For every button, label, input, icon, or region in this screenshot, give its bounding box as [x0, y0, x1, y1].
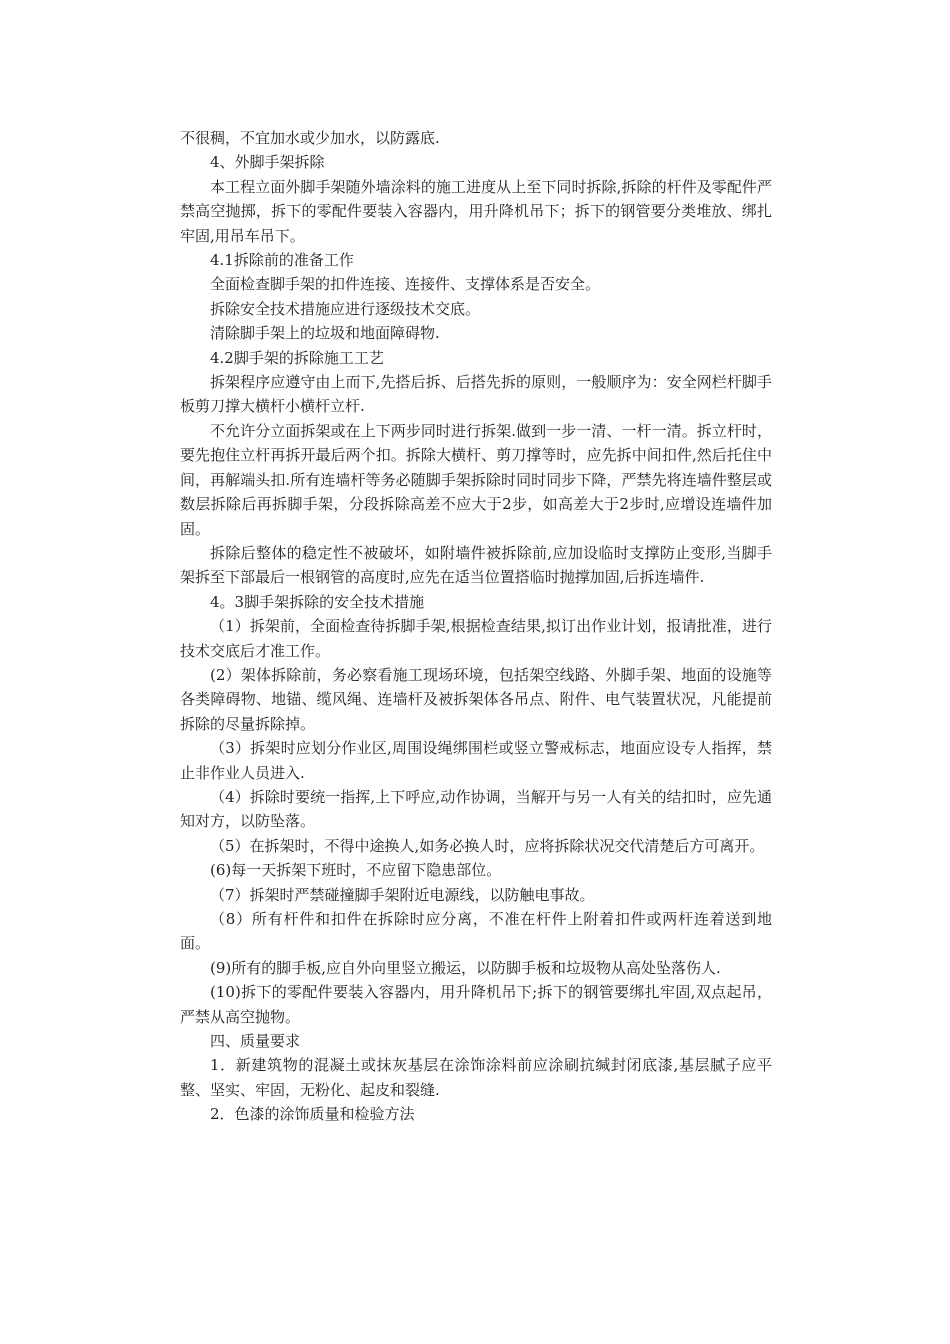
paragraph: 全面检查脚手架的扣件连接、连接件、支撑体系是否安全。: [210, 275, 601, 294]
paragraph-continuation: 不很稠，不宜加水或少加水，以防露底.: [180, 129, 440, 147]
paragraph: 拆除安全技术措施应进行逐级技术交底。: [210, 299, 481, 318]
list-item: （3）拆架时应划分作业区,周围设绳绑围栏或竖立警戒标志，地面应设专人指挥，禁止非作业人员进入.: [180, 739, 772, 782]
paragraph: 不允许分立面拆架或在上下两步同时进行拆架.做到一步一清、一杆一清。拆立杆时，要先抱住立杆再拆开最后两个扣。拆除大横杆、剪刀撑等时，应先拆中间扣件,然后托住中间，再解端头扣.所有连墙杆等务必随脚手架拆除时同时同步下降，严禁先将连墙件整层或数层拆除后再拆脚手架，分段拆除高差不应大于2步，如高差大于2步时,应增设连墙件加固。: [180, 421, 772, 538]
paragraph: 拆除后整体的稳定性不被破坏，如附墙件被拆除前,应加设临时支撑防止变形,当脚手架拆至下部最后一根钢管的高度时,应先在适当位置搭临时抛撑加固,后拆连墙件.: [180, 543, 772, 587]
section-heading-external-scaffold-removal: 4、外脚手架拆除: [210, 153, 325, 172]
list-item: （1）拆架前，全面检查待拆脚手架,根据检查结果,拟订出作业计划，报请批准，进行技术交底后才准工作。: [180, 617, 772, 660]
document-body: [180, 126, 772, 1127]
list-item: (2）架体拆除前，务必察看施工现场环境，包括架空线路、外脚手架、地面的设施等各类障碍物、地锚、缆风绳、连墙杆及被拆架体各吊点、附件、电气装置状况，凡能提前拆除的尽量拆除掉。: [180, 665, 772, 733]
section-heading-quality-requirements: 四、质量要求: [210, 1032, 301, 1051]
subsection-heading-removal-process: 4.2脚手架的拆除施工工艺: [210, 348, 384, 367]
list-item: （5）在拆架时，不得中途换人,如务必换人时，应将拆除状况交代清楚后方可离开。: [210, 836, 765, 855]
paragraph: 本工程立面外脚手架随外墙涂料的施工进度从上至下同时拆除,拆除的杆件及零配件严禁高空抛掷，拆下的零配件要装入容器内，用升降机吊下；拆下的钢管要分类堆放、绑扎牢固,用吊车吊下。: [180, 177, 772, 245]
subsection-heading-safety-measures: 4。3脚手架拆除的安全技术措施: [210, 592, 425, 611]
list-item: （4）拆除时要统一指挥,上下呼应,动作协调，当解开与另一人有关的结扣时，应先通知对方，以防坠落。: [180, 787, 772, 831]
paragraph: 清除脚手架上的垃圾和地面障碍物.: [210, 324, 440, 343]
subsection-heading-preparation: 4.1拆除前的准备工作: [210, 251, 354, 270]
paragraph: 拆架程序应遵守由上而下,先搭后拆、后搭先拆的原则，一般顺序为：安全网栏杆脚手板剪刀撑大横杆小横杆立杆.: [180, 373, 772, 416]
list-item: （7）拆架时严禁碰撞脚手架附近电源线，以防触电事故。: [210, 885, 595, 904]
list-item: (9)所有的脚手板,应自外向里竖立搬运，以防脚手板和垃圾物从高处坠落伤人.: [210, 958, 721, 977]
list-item: (6)每一天拆架下班时，不应留下隐患部位。: [210, 861, 502, 880]
list-item: （8）所有杆件和扣件在拆除时应分离，不准在杆件上附着扣件或两杆连着送到地面。: [180, 910, 772, 953]
list-item: 1．新建筑物的混凝土或抹灰基层在涂饰涂料前应涂刷抗缄封闭底漆,基层腻子应平整、坚实、牢固，无粉化、起皮和裂缝.: [180, 1056, 772, 1099]
list-item: (10)拆下的零配件要装入容器内，用升降机吊下;拆下的钢管要绑扎牢固,双点起吊，严禁从高空抛物。: [180, 983, 772, 1026]
list-item: 2．色漆的涂饰质量和检验方法: [210, 1105, 415, 1124]
